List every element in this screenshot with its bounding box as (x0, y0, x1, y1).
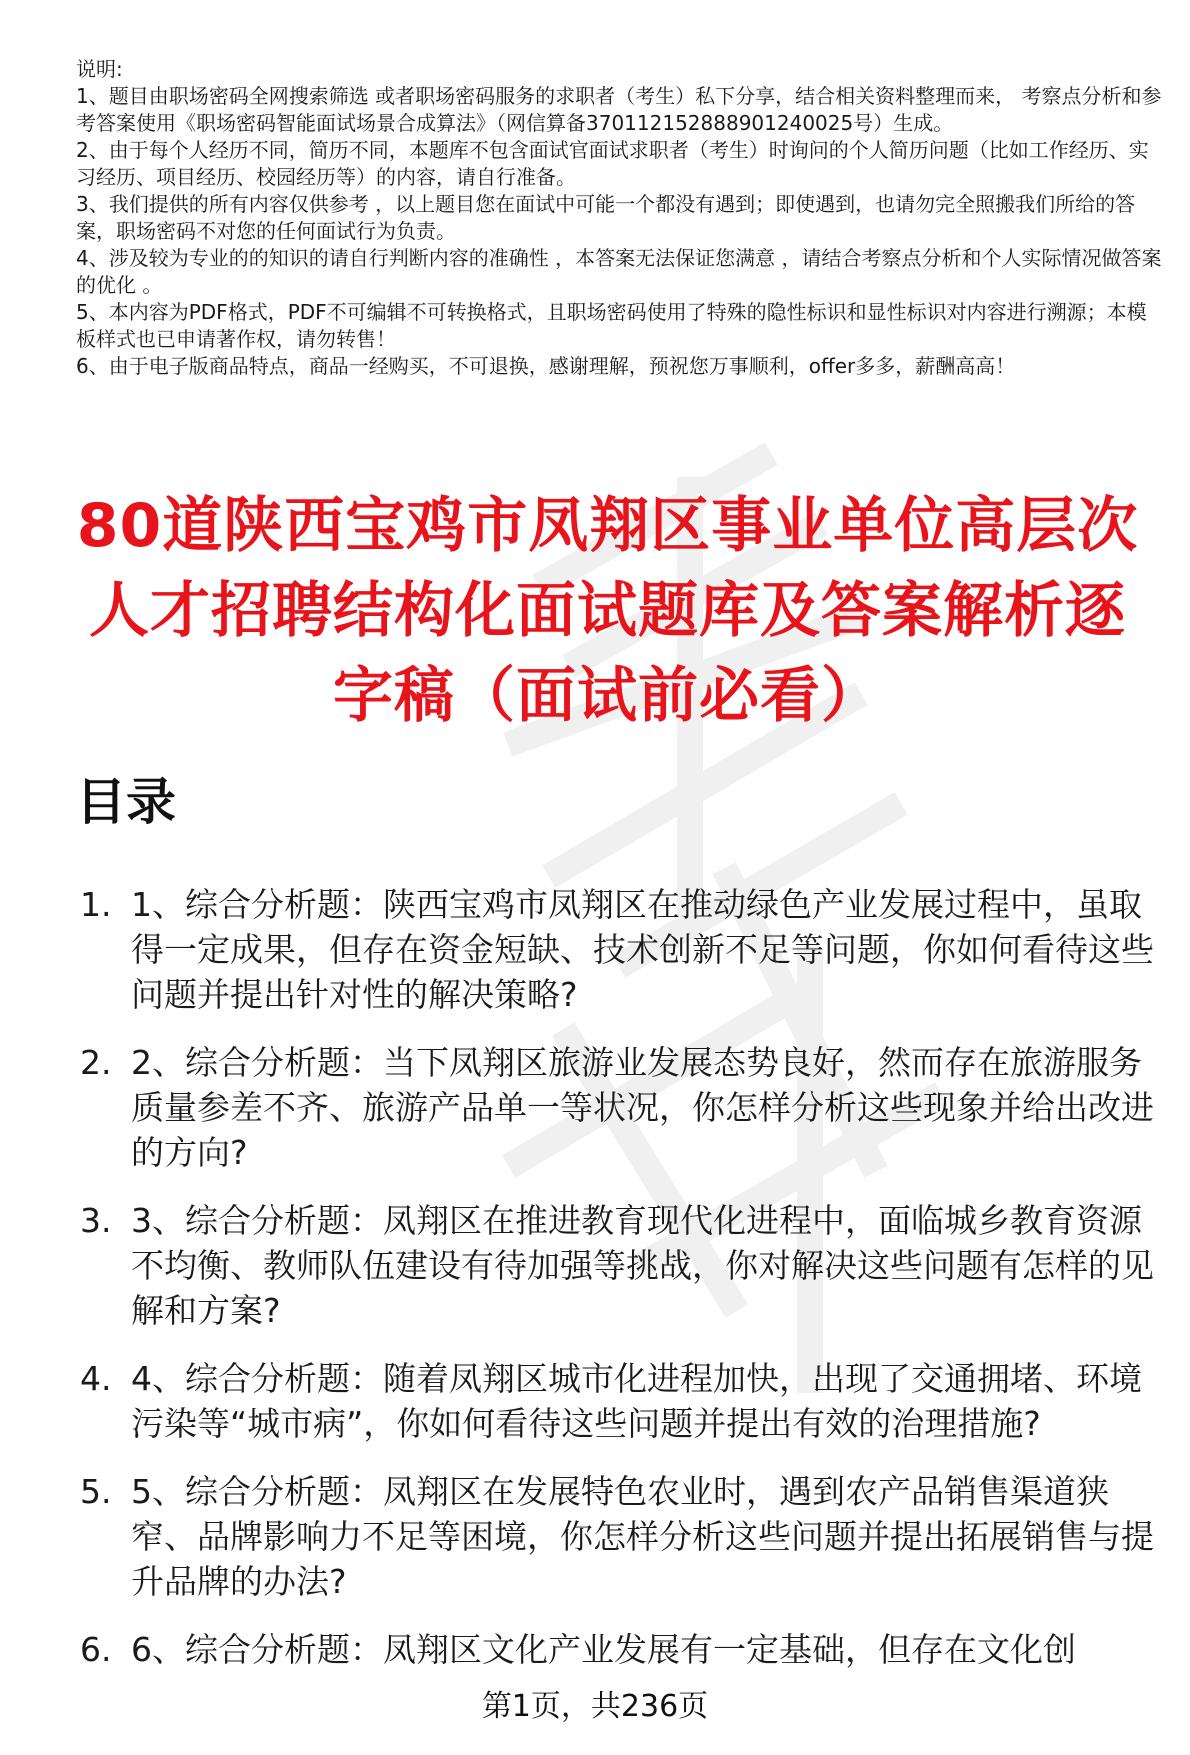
note-item: 4、涉及较为专业的的知识的请自行判断内容的准确性 ，本答案无法保证您满意 ，请结合考察点分析和个人实际情况做答案的优化 。 (76, 246, 1162, 297)
document-title: 80道陕西宝鸡市凤翔区事业单位高层次人才招聘结构化面试题库及答案解析逐字稿（面试前必看） (76, 491, 1139, 731)
toc-item[interactable] (76, 1627, 1171, 1672)
note-item: 5、本内容为PDF格式，PDF不可编辑不可转换格式，且职场密码使用了特殊的隐性标识和显性标识对内容进行溯源；本模板样式也已申请著作权，请勿转售！ (76, 300, 1147, 351)
notes-heading: 说明: (76, 57, 123, 81)
toc-item-number: 3. (80, 1201, 112, 1240)
toc-item[interactable] (76, 1356, 1171, 1446)
toc-item-number: 1. (80, 885, 112, 924)
toc-item-text: 6、综合分析题：凤翔区文化产业发展有一定基础，但存在文化创 (131, 1630, 1076, 1669)
disclaimer-notes (76, 56, 1166, 380)
toc-item-number: 5. (80, 1472, 112, 1511)
toc-item-number: 6. (80, 1630, 112, 1669)
toc-item-text: 3、综合分析题：凤翔区在推进教育现代化进程中，面临城乡教育资源不均衡、教师队伍建设有待加强等挑战，你对解决这些问题有怎样的见解和方案? (131, 1201, 1154, 1330)
note-item: 6、由于电子版商品特点，商品一经购买，不可退换，感谢理解，预祝您万事顺利，offer多多，薪酬高高！ (76, 354, 1016, 378)
toc-item-text: 4、综合分析题：随着凤翔区城市化进程加快，出现了交通拥堵、环境污染等“城市病”，你如何看待这些问题并提出有效的治理措施? (131, 1359, 1142, 1443)
toc-item-text: 2、综合分析题：当下凤翔区旅游业发展态势良好，然而存在旅游服务质量参差不齐、旅游产品单一等状况，你怎样分析这些现象并给出改进的方向? (131, 1043, 1154, 1172)
toc-item-number: 4. (80, 1359, 112, 1398)
page-footer: 第1页，共236页 (0, 1688, 1190, 1726)
toc-item[interactable] (76, 1469, 1171, 1604)
toc-item-text: 5、综合分析题：凤翔区在发展特色农业时，遇到农产品销售渠道狭窄、品牌影响力不足等困境，你怎样分析这些问题并提出拓展销售与提升品牌的办法? (131, 1472, 1154, 1601)
toc-item[interactable] (76, 1040, 1171, 1175)
toc-item[interactable] (76, 882, 1171, 1017)
note-item: 1、题目由职场密码全网搜索筛选 或者职场密码服务的求职者（考生）私下分享，结合相关资料整理而来， 考察点分析和参考答案使用《职场密码智能面试场景合成算法》（网信算备370112152888901240025号）生成。 (76, 84, 1162, 135)
note-item: 3、我们提供的所有内容仅供参考 ，以上题目您在面试中可能一个都没有遇到；即使遇到，也请勿完全照搬我们所给的答案，职场密码不对您的任何面试行为负责。 (76, 192, 1136, 243)
note-item: 2、由于每个人经历不同，简历不同，本题库不包含面试官面试求职者（考生）时询问的个人简历问题（比如工作经历、实习经历、项目经历、校园经历等）的内容，请自行准备。 (76, 138, 1149, 189)
toc-item-number: 2. (80, 1043, 112, 1082)
toc-heading: 目录 (76, 773, 176, 831)
toc-item-text: 1、综合分析题：陕西宝鸡市凤翔区在推动绿色产业发展过程中，虽取得一定成果，但存在资金短缺、技术创新不足等问题，你如何看待这些问题并提出针对性的解决策略? (131, 885, 1154, 1014)
toc-item[interactable] (76, 1198, 1171, 1333)
toc-list (76, 882, 1171, 1695)
